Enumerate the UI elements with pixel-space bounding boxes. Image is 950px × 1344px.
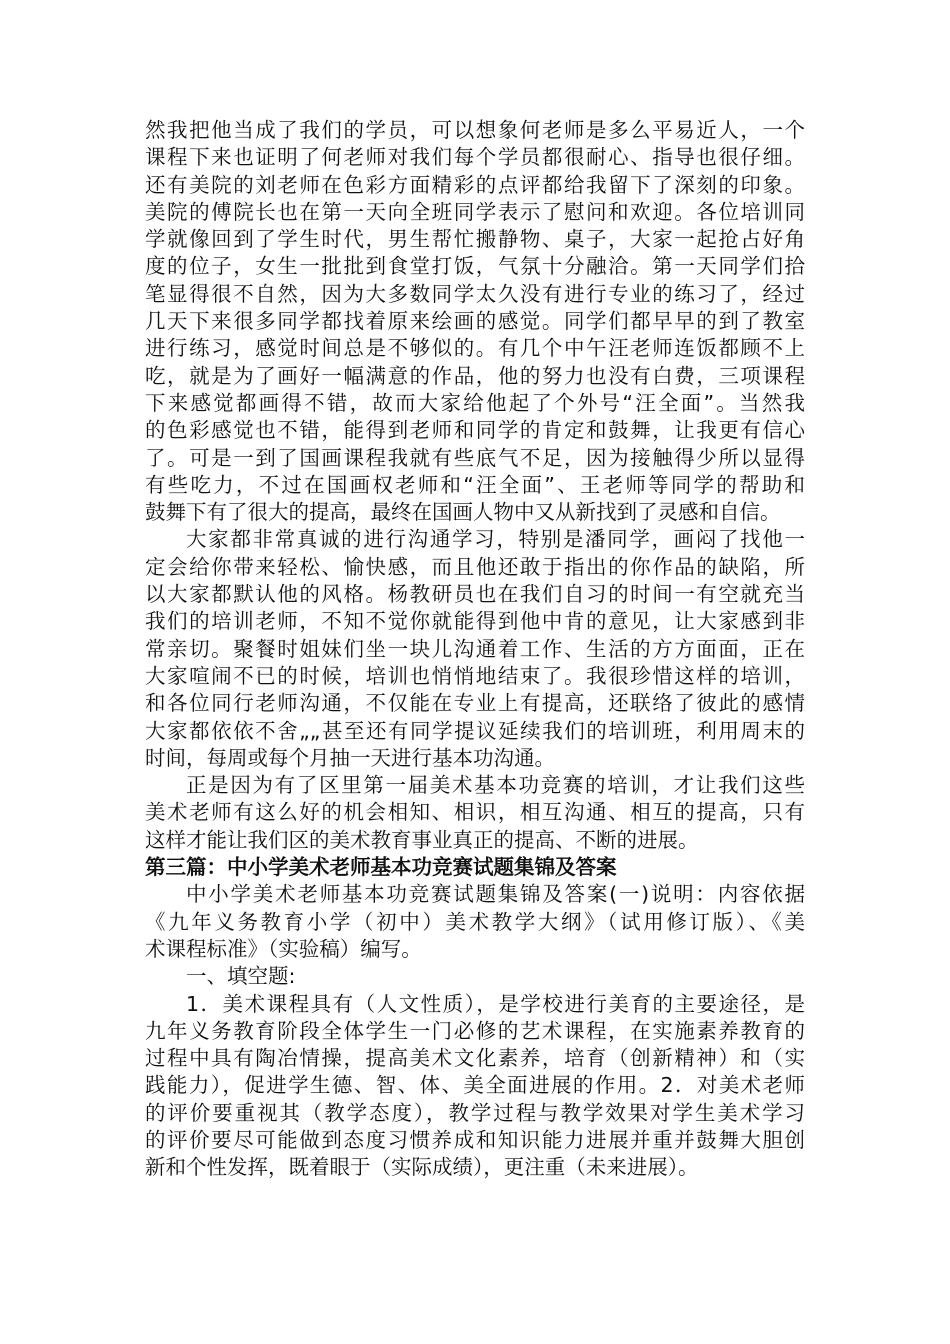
text-line: 的色彩感觉也不错，能得到老师和同学的肯定和鼓舞，让我更有信心 [145, 418, 805, 443]
paragraph-questions [145, 991, 805, 1182]
text-line: 的评价要重视其（教学态度），教学过程与教学效果对学生美术学习 [145, 1100, 805, 1125]
document-page [145, 117, 805, 1182]
text-line: 我们的培训老师，不知不觉你就能得到他中肯的意见，让大家感到非 [145, 609, 805, 634]
fill-blank-heading: 一、填空题: [186, 964, 296, 989]
text-line: 新和个性发挥，既着眼于（实际成绩），更注重（未来进展）。 [145, 1155, 699, 1180]
text-line: 进行练习，感觉时间总是不够似的。有几个中午汪老师连饭都顾不上 [145, 336, 805, 361]
text-line: 以大家都默认他的风格。杨教研员也在我们自习的时间一有空就充当 [145, 582, 805, 607]
text-line: 践能力），促进学生德、智、体、美全面进展的作用。2．对美术老师 [145, 1073, 805, 1098]
text-line: 吃，就是为了画好一幅满意的作品，他的努力也没有白费，三项课程 [145, 363, 805, 388]
text-line: 笔显得很不自然，因为大多数同学太久没有进行专业的练习了，经过 [145, 281, 805, 306]
text-line: 常亲切。聚餐时姐妹们坐一块儿沟通着工作、生活的方方面面，正在 [145, 636, 805, 661]
text-line: 几天下来很多同学都找着原来绘画的感觉。同学们都早早的到了教室 [145, 309, 805, 334]
text-line: 这样才能让我们区的美术教育事业真正的提高、不断的进展。 [145, 827, 699, 852]
text-line: 美院的傅院长也在第一天向全班同学表示了慰问和欢迎。各位培训同 [145, 199, 805, 224]
text-line: 和各位同行老师沟通，不仅能在专业上有提高，还联络了彼此的感情 [145, 691, 805, 716]
text-line: 美术老师有这么好的机会相知、相识，相互沟通、相互的提高，只有 [145, 800, 805, 825]
text-line: 还有美院的刘老师在色彩方面精彩的点评都给我留下了深刻的印象。 [145, 172, 805, 197]
text-line: 的评价要尽可能做到态度习惯养成和知识能力进展并重并鼓舞大胆创 [145, 1127, 805, 1152]
text-line: 然我把他当成了我们的学员，可以想象何老师是多么平易近人，一个 [145, 118, 805, 142]
section-heading: 第三篇：中小学美术老师基本功竞赛试题集锦及答案 [145, 855, 617, 880]
paragraph-training-experience [145, 117, 805, 526]
text-line: 1．美术课程具有（人文性质），是学校进行美育的主要途径，是 [186, 991, 805, 1016]
text-line: 学就像回到了学生时代，男生帮忙搬静物、桌子，大家一起抢占好角 [145, 227, 805, 252]
text-line: 下来感觉都画得不错，故而大家给他起了个外号“汪全面”。当然我 [145, 390, 805, 415]
text-line: 过程中具有陶冶情操，提高美术文化素养，培育（创新精神）和（实 [145, 1046, 805, 1071]
text-line: 了。可是一到了国画课程我就有些底气不足，因为接触得少所以显得 [145, 445, 805, 470]
text-line: 鼓舞下有了很大的提高，最终在国画人物中又从新找到了灵感和自信。 [145, 500, 781, 525]
text-line: 大家都依依不舍„„甚至还有同学提议延续我们的培训班，利用周末的 [145, 718, 805, 743]
paragraph-description [145, 881, 805, 963]
text-line: 大家喧闹不已的时候，培训也悄悄地结束了。我很珍惜这样的培训， [145, 663, 805, 688]
text-line: 有些吃力，不过在国画权老师和“汪全面”、王老师等同学的帮助和 [145, 472, 805, 497]
text-line: 大家都非常真诚的进行沟通学习，特别是潘同学，画闷了找他一 [186, 527, 805, 552]
text-line: 时间，每周或每个月抽一天进行基本功沟通。 [145, 745, 555, 770]
paragraph-communication [145, 526, 805, 772]
text-line: 术课程标准》（实验稿）编写。 [145, 936, 422, 961]
text-line: 中小学美术老师基本功竞赛试题集锦及答案(一)说明：内容依据 [186, 882, 805, 907]
paragraph-conclusion [145, 772, 805, 854]
text-line: 定会给你带来轻松、愉快感，而且他还敢于指出的你作品的缺陷，所 [145, 554, 805, 579]
text-line: 课程下来也证明了何老师对我们每个学员都很耐心、指导也很仔细。 [145, 145, 805, 170]
text-line: 九年义务教育阶段全体学生一门必修的艺术课程，在实施素养教育的 [145, 1018, 805, 1043]
text-line: 度的位子，女生一批批到食堂打饭，气氛十分融洽。第一天同学们拾 [145, 254, 805, 279]
text-line: 《九年义务教育小学（初中）美术教学大纲》（试用修订版）、《美 [145, 909, 805, 934]
text-line: 正是因为有了区里第一届美术基本功竞赛的培训，才让我们这些 [186, 773, 805, 798]
